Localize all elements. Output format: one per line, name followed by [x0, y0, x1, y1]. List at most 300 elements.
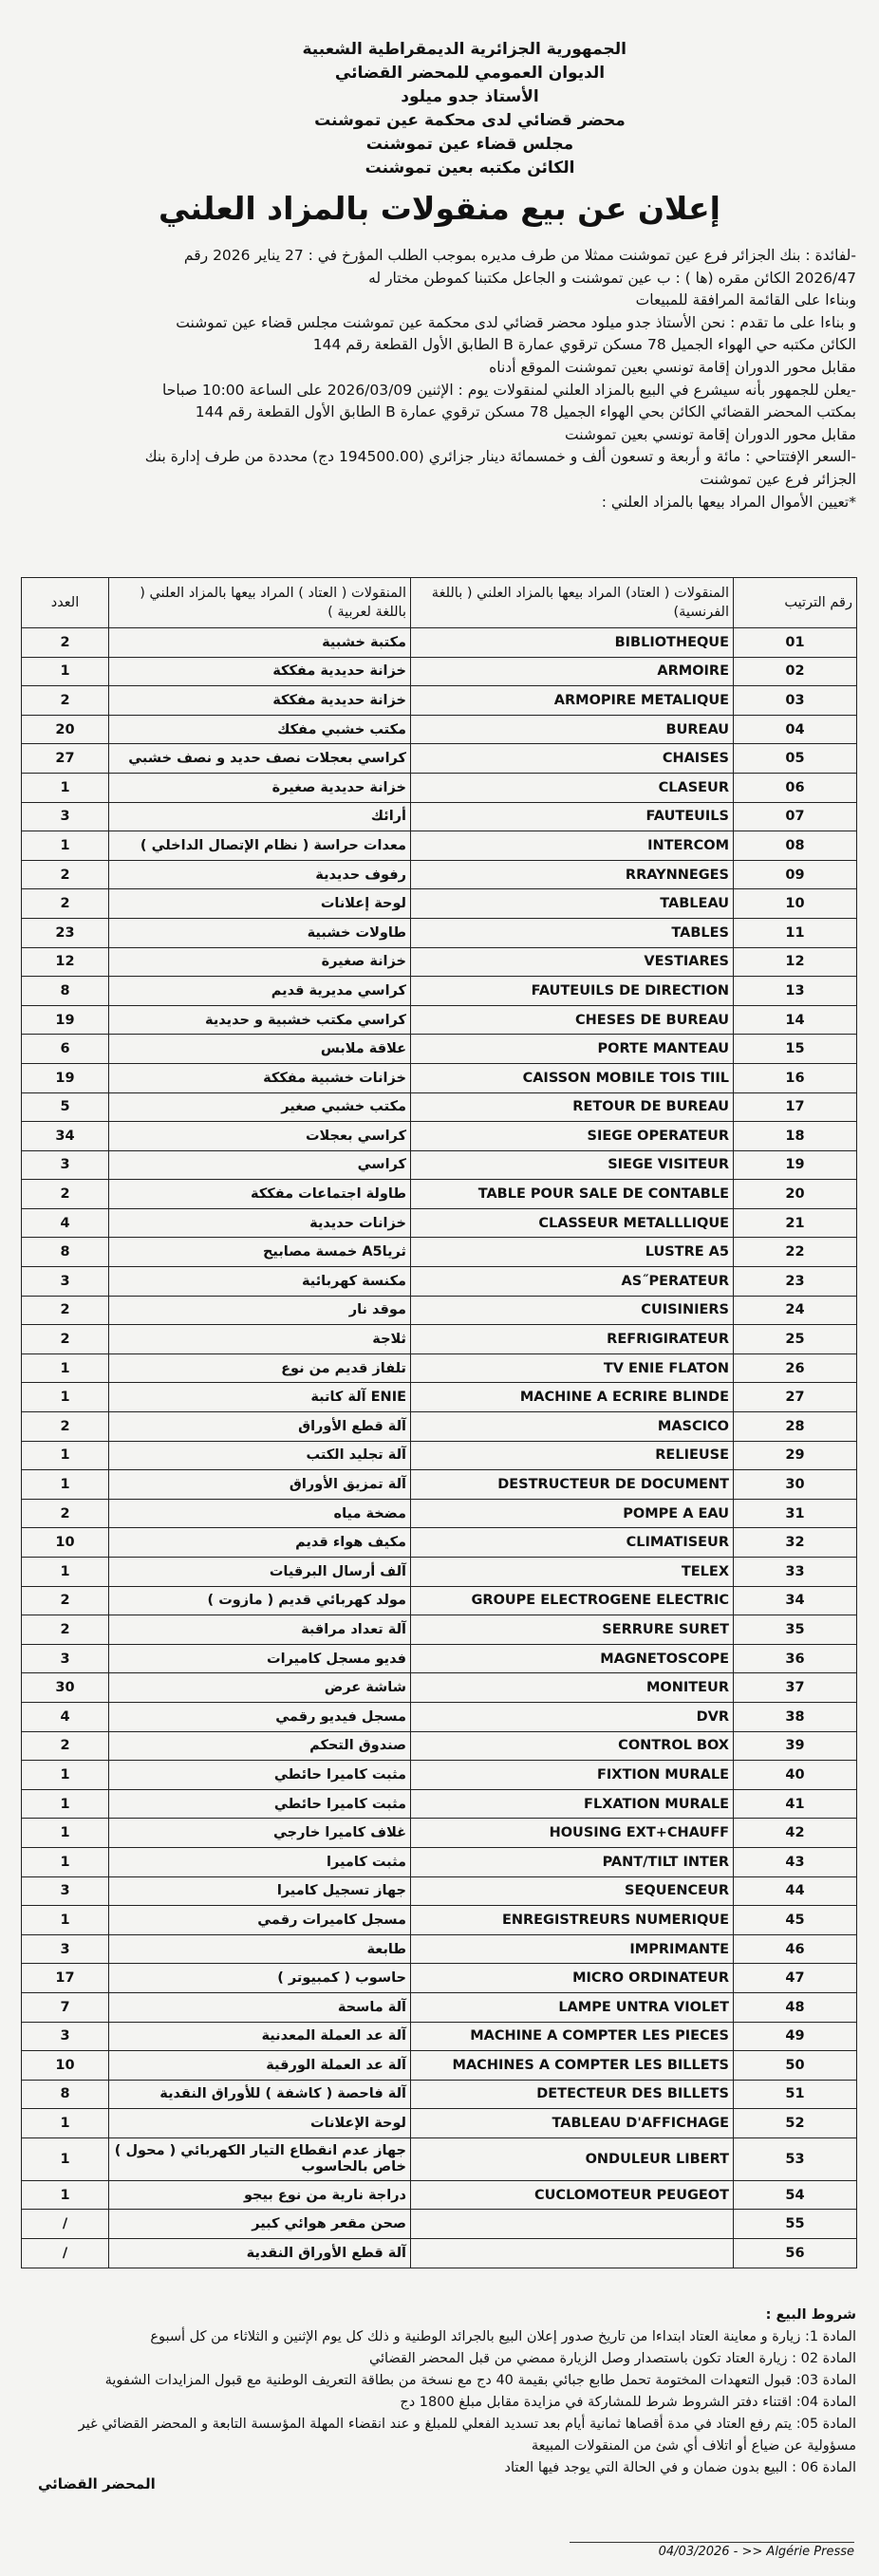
- table-row: [22, 1180, 857, 1209]
- number-cell: 24: [734, 1296, 857, 1325]
- french-item-cell: MICRO ORDINATEUR: [411, 1964, 734, 1993]
- arabic-item-cell: فديو مسجل كاميرات: [109, 1644, 411, 1673]
- table-row: [22, 1325, 857, 1354]
- french-item-cell: DVR: [411, 1702, 734, 1731]
- number-cell: 48: [734, 1992, 857, 2022]
- number-cell: 30: [734, 1470, 857, 1500]
- table-row: [22, 1208, 857, 1238]
- french-item-cell: TELEX: [411, 1558, 734, 1587]
- table-row: [22, 2239, 857, 2268]
- french-item-cell: TABLEAU D'AFFICHAGE: [411, 2109, 734, 2138]
- arabic-item-cell: معدات حراسة ( نظام الإتصال الداخلي ): [109, 831, 411, 861]
- number-cell: 34: [734, 1586, 857, 1615]
- arabic-item-cell: مثبت كاميرا حائطي: [109, 1789, 411, 1819]
- number-cell: 22: [734, 1238, 857, 1267]
- arabic-item-cell: مكنسة كهربائية: [109, 1267, 411, 1297]
- number-cell: 20: [734, 1180, 857, 1209]
- quantity-cell: 1: [22, 1761, 109, 1790]
- quantity-cell: 2: [22, 1586, 109, 1615]
- french-item-cell: SEQUENCEUR: [411, 1876, 734, 1906]
- intro-line: -لفائدة : بنك الجزائر فرع عين تموشنت ممثلا من طرف مديره بموجب الطلب المؤرخ في : 27 يناير 2026 رقم: [183, 247, 856, 264]
- quantity-cell: 3: [22, 1644, 109, 1673]
- number-cell: 39: [734, 1731, 857, 1761]
- condition-item: المادة 02 : زيارة العتاد تكون باستصدار وصل الزيارة ممضي من قبل المحضر القضائي: [368, 2351, 856, 2366]
- arabic-item-cell: آلة قطع الأوراق: [109, 1412, 411, 1442]
- french-item-cell: LAMPE UNTRA VIOLET: [411, 1992, 734, 2022]
- arabic-item-cell: آلة عد العملة المعدنية: [109, 2022, 411, 2051]
- quantity-cell: 12: [22, 947, 109, 977]
- quantity-cell: 4: [22, 1702, 109, 1731]
- quantity-cell: 2: [22, 1296, 109, 1325]
- quantity-cell: 8: [22, 2080, 109, 2109]
- french-item-cell: CHAISES: [411, 744, 734, 774]
- arabic-item-cell: لوحة إعلانات: [109, 889, 411, 919]
- number-cell: 05: [734, 744, 857, 774]
- intro-line: و بناءا على ما تقدم : نحن الأستاذ جدو ميلود محضر قضائي لدى محكمة عين تموشنت مجلس قضاء عين تموشنت: [176, 313, 856, 331]
- arabic-item-cell: مثبت كاميرا: [109, 1847, 411, 1876]
- table-row: [22, 1789, 857, 1819]
- number-cell: 47: [734, 1964, 857, 1993]
- table-row: [22, 802, 857, 831]
- table-row: [22, 1267, 857, 1297]
- quantity-cell: 1: [22, 1847, 109, 1876]
- quantity-cell: 1: [22, 2137, 109, 2180]
- arabic-item-cell: صحن مقعر هوائي كبير: [109, 2210, 411, 2239]
- table-row: [22, 1150, 857, 1180]
- arabic-item-cell: كراسي مكتب خشبية و حديدية: [109, 1005, 411, 1035]
- table-row: [22, 2109, 857, 2138]
- number-cell: 17: [734, 1092, 857, 1122]
- header-line: الجمهورية الجزائرية الديمقراطية الشعبية: [302, 40, 627, 59]
- quantity-cell: 1: [22, 657, 109, 686]
- french-item-cell: CLIMATISEUR: [411, 1528, 734, 1558]
- conditions-title: شروط البيع :: [765, 2307, 856, 2323]
- table-row: [22, 2210, 857, 2239]
- french-item-cell: REFRIGIRATEUR: [411, 1325, 734, 1354]
- table-row: [22, 1876, 857, 1906]
- header-line: محضر قضائي لدى محكمة عين تموشنت: [314, 111, 626, 130]
- table-header-row: [22, 578, 857, 628]
- arabic-item-cell: آلة فاحصة ( كاشفة ) للأوراق النقدية: [109, 2080, 411, 2109]
- arabic-item-cell: صندوق التحكم: [109, 1731, 411, 1761]
- table-row: [22, 947, 857, 977]
- arabic-item-cell: آلة تجليد الكتب: [109, 1441, 411, 1470]
- table-row: [22, 1847, 857, 1876]
- quantity-cell: 1: [22, 1441, 109, 1470]
- table-row: [22, 2180, 857, 2210]
- table-row: [22, 1644, 857, 1673]
- intro-line: -السعر الإفتتاحي : مائة و أربعة و تسعون ألف و خمسمائة دينار جزائري (194500.00 دج) محددة من طرف إدارة بنك: [144, 448, 856, 466]
- table-row: [22, 1383, 857, 1412]
- arabic-item-cell: دراجة نارية من نوع بيجو: [109, 2180, 411, 2210]
- number-cell: 45: [734, 1906, 857, 1935]
- condition-item: المادة 03: قبول التعهدات المختومة تحمل طابع جبائي بقيمة 40 دج مع نسخة من بطاقة التعريف الوطنية مع قبول المزايدات الشفوية: [104, 2373, 856, 2388]
- intro-line: 2026/47 الكائن مقره (ها ) : ب عين تموشنت و الجاعل مكتبنا كموطن مختار له: [368, 269, 856, 287]
- quantity-cell: 7: [22, 1992, 109, 2022]
- quantity-cell: 2: [22, 1499, 109, 1528]
- signature: المحضر القضائي: [38, 2475, 156, 2492]
- number-cell: 28: [734, 1412, 857, 1442]
- arabic-item-cell: كراسي بعجلات نصف حديد و نصف خشبي: [109, 744, 411, 774]
- arabic-item-cell: كراسي بعجلات: [109, 1122, 411, 1151]
- number-cell: 09: [734, 860, 857, 889]
- quantity-cell: 1: [22, 1558, 109, 1587]
- table-row: [22, 977, 857, 1006]
- table-row: [22, 1122, 857, 1151]
- arabic-item-cell: أرائك: [109, 802, 411, 831]
- number-cell: 43: [734, 1847, 857, 1876]
- arabic-item-cell: خزانات خشبية مفككة: [109, 1063, 411, 1092]
- french-item-cell: CHESES DE BUREAU: [411, 1005, 734, 1035]
- number-cell: 21: [734, 1208, 857, 1238]
- table-row: [22, 2080, 857, 2109]
- arabic-item-cell: مضخة مياه: [109, 1499, 411, 1528]
- number-cell: 01: [734, 628, 857, 658]
- table-row: [22, 1673, 857, 1703]
- footer: 04/03/2026 - >> Algérie Presse: [570, 2542, 854, 2559]
- table-row: [22, 1441, 857, 1470]
- header-quantity: العدد: [22, 578, 109, 628]
- table-row: [22, 1906, 857, 1935]
- arabic-item-cell: جهاز تسجيل كاميرا: [109, 1876, 411, 1906]
- french-item-cell: BIBLIOTHEQUE: [411, 628, 734, 658]
- table-row: [22, 657, 857, 686]
- table-row: [22, 1528, 857, 1558]
- arabic-item-cell: طابعة: [109, 1934, 411, 1964]
- quantity-cell: 1: [22, 2109, 109, 2138]
- arabic-item-cell: كراسي: [109, 1150, 411, 1180]
- french-item-cell: [411, 2210, 734, 2239]
- table-row: [22, 1296, 857, 1325]
- french-item-cell: SIEGE VISITEUR: [411, 1150, 734, 1180]
- arabic-item-cell: آلة قطع الأوراق النقدية: [109, 2239, 411, 2268]
- quantity-cell: 1: [22, 831, 109, 861]
- arabic-item-cell: خزانات حديدية: [109, 1208, 411, 1238]
- number-cell: 37: [734, 1673, 857, 1703]
- number-cell: 27: [734, 1383, 857, 1412]
- french-item-cell: FLXATION MURALE: [411, 1789, 734, 1819]
- quantity-cell: 2: [22, 860, 109, 889]
- arabic-item-cell: شاشة عرض: [109, 1673, 411, 1703]
- inventory-table: [21, 577, 857, 2268]
- table-row: [22, 2137, 857, 2180]
- table-row: [22, 889, 857, 919]
- condition-item: المادة 04: اقتناء دفتر الشروط شرط للمشاركة في مزايدة مقابل مبلغ 1800 دج: [400, 2395, 856, 2410]
- table-row: [22, 1731, 857, 1761]
- intro-line: بمكتب المحضر القضائي الكائن بحي الهواء الجميل 78 مسكن ترقوي عمارة B الطابق الأول القطعة رقم 144: [195, 403, 856, 421]
- condition-item: المادة 06 : البيع بدون ضمان و في الحالة التي يوجد فيها العتاد: [504, 2460, 856, 2475]
- table-row: [22, 628, 857, 658]
- french-item-cell: MONITEUR: [411, 1673, 734, 1703]
- french-item-cell: FIXTION MURALE: [411, 1761, 734, 1790]
- table-row: [22, 1615, 857, 1645]
- quantity-cell: 34: [22, 1122, 109, 1151]
- intro-line: مقابل محور الدوران إقامة تونسي بعين تموشنت الموقع أدناه: [489, 358, 856, 376]
- number-cell: 14: [734, 1005, 857, 1035]
- arabic-item-cell: رفوف حديدية: [109, 860, 411, 889]
- number-cell: 15: [734, 1035, 857, 1064]
- table-row: [22, 831, 857, 861]
- header-french: المنقولات ( العتاد) المراد بيعها بالمزاد العلني ( باللغة الفرنسية): [411, 578, 734, 628]
- french-item-cell: FAUTEUILS: [411, 802, 734, 831]
- table-row: [22, 2051, 857, 2081]
- table-row: [22, 1934, 857, 1964]
- number-cell: 35: [734, 1615, 857, 1645]
- arabic-item-cell: مسجل فيديو رقمي: [109, 1702, 411, 1731]
- number-cell: 36: [734, 1644, 857, 1673]
- document-header: [302, 38, 627, 180]
- table-row: [22, 1702, 857, 1731]
- table-row: [22, 1412, 857, 1442]
- french-item-cell: ARMOIRE: [411, 657, 734, 686]
- arabic-item-cell: طاولات خشبية: [109, 918, 411, 947]
- french-item-cell: IMPRIMANTE: [411, 1934, 734, 1964]
- number-cell: 04: [734, 715, 857, 744]
- french-item-cell: RETOUR DE BUREAU: [411, 1092, 734, 1122]
- french-item-cell: PORTE MANTEAU: [411, 1035, 734, 1064]
- french-item-cell: MACHINES A COMPTER LES BILLETS: [411, 2051, 734, 2081]
- quantity-cell: 1: [22, 2180, 109, 2210]
- condition-item: المادة 1: زيارة و معاينة العتاد ابتداءا من تاريخ صدور إعلان البيع بالجرائد الوطنية و ذلك كل يوم الإثنين و الثلاثاء من كل أسبوع: [150, 2329, 856, 2344]
- arabic-item-cell: خزانة حديدية مفككة: [109, 657, 411, 686]
- french-item-cell: INTERCOM: [411, 831, 734, 861]
- french-item-cell: MACHINE A ECRIRE BLINDE: [411, 1383, 734, 1412]
- quantity-cell: 8: [22, 977, 109, 1006]
- condition-item: مسؤولية عن ضياع أو اتلاف أي شئ من المنقولات المبيعة: [531, 2438, 856, 2454]
- quantity-cell: 3: [22, 1876, 109, 1906]
- french-item-cell: SIEGE OPERATEUR: [411, 1122, 734, 1151]
- french-item-cell: MACHINE A COMPTER LES PIECES: [411, 2022, 734, 2051]
- quantity-cell: 1: [22, 1383, 109, 1412]
- quantity-cell: 10: [22, 2051, 109, 2081]
- arabic-item-cell: خزانة صغيرة: [109, 947, 411, 977]
- number-cell: 13: [734, 977, 857, 1006]
- number-cell: 32: [734, 1528, 857, 1558]
- french-item-cell: ENREGISTREURS NUMERIQUE: [411, 1906, 734, 1935]
- number-cell: 50: [734, 2051, 857, 2081]
- quantity-cell: 3: [22, 1267, 109, 1297]
- french-item-cell: [411, 2239, 734, 2268]
- quantity-cell: 1: [22, 1353, 109, 1383]
- table-row: [22, 686, 857, 716]
- quantity-cell: 10: [22, 1528, 109, 1558]
- arabic-item-cell: آلة ماسحة: [109, 1992, 411, 2022]
- number-cell: 26: [734, 1353, 857, 1383]
- number-cell: 54: [734, 2180, 857, 2210]
- table-row: [22, 1558, 857, 1587]
- number-cell: 33: [734, 1558, 857, 1587]
- quantity-cell: 4: [22, 1208, 109, 1238]
- quantity-cell: 3: [22, 2022, 109, 2051]
- french-item-cell: TABLES: [411, 918, 734, 947]
- french-item-cell: TABLE POUR SALE DE CONTABLE: [411, 1180, 734, 1209]
- table-row: [22, 918, 857, 947]
- quantity-cell: 23: [22, 918, 109, 947]
- french-item-cell: VESTIARES: [411, 947, 734, 977]
- number-cell: 40: [734, 1761, 857, 1790]
- french-item-cell: RRAYNNEGES: [411, 860, 734, 889]
- number-cell: 46: [734, 1934, 857, 1964]
- table-row: [22, 1992, 857, 2022]
- quantity-cell: 5: [22, 1092, 109, 1122]
- arabic-item-cell: حاسوب ( كمبيوتر ): [109, 1964, 411, 1993]
- arabic-item-cell: مولد كهربائي قديم ( مازوت ): [109, 1586, 411, 1615]
- condition-item: المادة 05: يتم رفع العتاد في مدة أقصاها ثمانية أيام بعد تسديد الفعلي للمبلغ و عند انقضاء المهلة المؤسسة التابعة و المحضر القضائي غير: [78, 2417, 856, 2432]
- arabic-item-cell: موقد نار: [109, 1296, 411, 1325]
- number-cell: 41: [734, 1789, 857, 1819]
- quantity-cell: 2: [22, 889, 109, 919]
- header-line: الديوان العمومي للمحضر القضائي: [334, 64, 606, 83]
- number-cell: 51: [734, 2080, 857, 2109]
- french-item-cell: CUCLOMOTEUR PEUGEOT: [411, 2180, 734, 2210]
- header-arabic: المنقولات ( العتاد ) المراد بيعها بالمزاد العلني ( باللغة لعربية ): [109, 578, 411, 628]
- quantity-cell: 17: [22, 1964, 109, 1993]
- table-row: [22, 1470, 857, 1500]
- quantity-cell: 2: [22, 1615, 109, 1645]
- intro-line: *تعيين الأموال المراد بيعها بالمزاد العلني :: [601, 493, 856, 511]
- table-row: [22, 1238, 857, 1267]
- number-cell: 12: [734, 947, 857, 977]
- header-number: رقم الترتيب: [734, 578, 857, 628]
- table-row: [22, 1499, 857, 1528]
- table-row: [22, 860, 857, 889]
- number-cell: 11: [734, 918, 857, 947]
- table-row: [22, 1819, 857, 1848]
- number-cell: 53: [734, 2137, 857, 2180]
- quantity-cell: 30: [22, 1673, 109, 1703]
- arabic-item-cell: مكتبة خشبية: [109, 628, 411, 658]
- arabic-item-cell: تلفاز قديم من نوع: [109, 1353, 411, 1383]
- arabic-item-cell: جهاز عدم انقطاع التيار الكهربائي ( محول ) خاص بالحاسوب: [109, 2137, 411, 2180]
- french-item-cell: CAISSON MOBILE TOIS TIIL: [411, 1063, 734, 1092]
- quantity-cell: 1: [22, 1819, 109, 1848]
- french-item-cell: CUISINIERS: [411, 1296, 734, 1325]
- quantity-cell: 3: [22, 1150, 109, 1180]
- header-line: الأستاذ جدو ميلود: [401, 87, 539, 106]
- intro-line: مقابل محور الدوران إقامة تونسي بعين تموشنت: [565, 425, 856, 443]
- number-cell: 19: [734, 1150, 857, 1180]
- table-body: [22, 628, 857, 2268]
- number-cell: 38: [734, 1702, 857, 1731]
- french-item-cell: ONDULEUR LIBERT: [411, 2137, 734, 2180]
- number-cell: 25: [734, 1325, 857, 1354]
- french-item-cell: FAUTEUILS DE DIRECTION: [411, 977, 734, 1006]
- table-row: [22, 2022, 857, 2051]
- french-item-cell: POMPE A EAU: [411, 1499, 734, 1528]
- table-row: [22, 1586, 857, 1615]
- number-cell: 42: [734, 1819, 857, 1848]
- header-line: الكائن مكتبه بعين تموشنت: [365, 159, 575, 177]
- table-row: [22, 744, 857, 774]
- number-cell: 44: [734, 1876, 857, 1906]
- arabic-item-cell: مثبت كاميرا حائطي: [109, 1761, 411, 1790]
- arabic-item-cell: خزانة حديدية صغيرة: [109, 773, 411, 802]
- quantity-cell: 1: [22, 1470, 109, 1500]
- french-item-cell: TABLEAU: [411, 889, 734, 919]
- french-item-cell: MASCICO: [411, 1412, 734, 1442]
- french-item-cell: HOUSING EXT+CHAUFF: [411, 1819, 734, 1848]
- arabic-item-cell: علاقة ملابس: [109, 1035, 411, 1064]
- sale-conditions: [21, 2305, 856, 2479]
- number-cell: 08: [734, 831, 857, 861]
- french-item-cell: RELIEUSE: [411, 1441, 734, 1470]
- quantity-cell: 3: [22, 802, 109, 831]
- number-cell: 03: [734, 686, 857, 716]
- french-item-cell: SERRURE SURET: [411, 1615, 734, 1645]
- quantity-cell: 2: [22, 1412, 109, 1442]
- quantity-cell: 19: [22, 1005, 109, 1035]
- table-row: [22, 1035, 857, 1064]
- number-cell: 02: [734, 657, 857, 686]
- quantity-cell: 6: [22, 1035, 109, 1064]
- quantity-cell: 19: [22, 1063, 109, 1092]
- french-item-cell: CLASSEUR METALLLIQUE: [411, 1208, 734, 1238]
- arabic-item-cell: خزانة حديدية مفككة: [109, 686, 411, 716]
- table-row: [22, 1353, 857, 1383]
- quantity-cell: /: [22, 2210, 109, 2239]
- arabic-item-cell: مكتب خشبي مفكك: [109, 715, 411, 744]
- number-cell: 55: [734, 2210, 857, 2239]
- french-item-cell: PANT/TILT INTER: [411, 1847, 734, 1876]
- quantity-cell: 8: [22, 1238, 109, 1267]
- arabic-item-cell: غلاف كاميرا خارجي: [109, 1819, 411, 1848]
- number-cell: 23: [734, 1267, 857, 1297]
- french-item-cell: TV ENIE FLATON: [411, 1353, 734, 1383]
- quantity-cell: 20: [22, 715, 109, 744]
- french-item-cell: DETECTEUR DES BILLETS: [411, 2080, 734, 2109]
- number-cell: 10: [734, 889, 857, 919]
- arabic-item-cell: لوحة الإعلانات: [109, 2109, 411, 2138]
- french-item-cell: MAGNETOSCOPE: [411, 1644, 734, 1673]
- table-row: [22, 1964, 857, 1993]
- french-item-cell: LUSTRE A5: [411, 1238, 734, 1267]
- number-cell: 06: [734, 773, 857, 802]
- quantity-cell: 2: [22, 1180, 109, 1209]
- number-cell: 31: [734, 1499, 857, 1528]
- intro-line: -يعلن للجمهور بأنه سيشرع في البيع بالمزاد العلني لمنقولات يوم : الإثنين 2026/03/09 على الساعة 10:00 صباحا: [162, 381, 856, 399]
- french-item-cell: CLASEUR: [411, 773, 734, 802]
- arabic-item-cell: ثرياA5 خمسة مصابيح: [109, 1238, 411, 1267]
- arabic-item-cell: ENIE آلة كاتبة: [109, 1383, 411, 1412]
- arabic-item-cell: آلف أرسال البرقيات: [109, 1558, 411, 1587]
- quantity-cell: 2: [22, 1731, 109, 1761]
- number-cell: 52: [734, 2109, 857, 2138]
- table-row: [22, 715, 857, 744]
- quantity-cell: /: [22, 2239, 109, 2268]
- document-title: إعلان عن بيع منقولات بالمزاد العلني: [159, 190, 720, 227]
- intro-text: [21, 245, 856, 513]
- french-item-cell: AS˝PERATEUR: [411, 1267, 734, 1297]
- quantity-cell: 1: [22, 1789, 109, 1819]
- number-cell: 07: [734, 802, 857, 831]
- number-cell: 18: [734, 1122, 857, 1151]
- quantity-cell: 3: [22, 1934, 109, 1964]
- arabic-item-cell: مكتب خشبي صغير: [109, 1092, 411, 1122]
- arabic-item-cell: مكيف هواء قديم: [109, 1528, 411, 1558]
- arabic-item-cell: آلة تعداد مراقبة: [109, 1615, 411, 1645]
- french-item-cell: CONTROL BOX: [411, 1731, 734, 1761]
- quantity-cell: 27: [22, 744, 109, 774]
- quantity-cell: 2: [22, 628, 109, 658]
- arabic-item-cell: آلة عد العملة الورقية: [109, 2051, 411, 2081]
- table-row: [22, 1761, 857, 1790]
- table-row: [22, 1005, 857, 1035]
- arabic-item-cell: آلة تمزيق الأوراق: [109, 1470, 411, 1500]
- intro-line: وبناءا على القائمة المرافقة للمبيعات: [635, 291, 856, 309]
- french-item-cell: ARMOPIRE METALIQUE: [411, 686, 734, 716]
- quantity-cell: 1: [22, 773, 109, 802]
- table-row: [22, 1092, 857, 1122]
